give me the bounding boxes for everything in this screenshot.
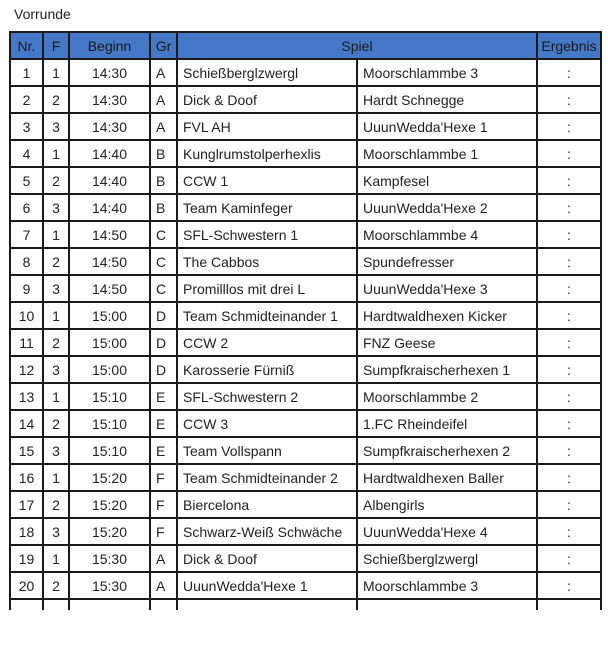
table-row — [10, 194, 601, 221]
header-ergebnis: Ergebnis — [537, 32, 601, 59]
start-time-cell: 14:40 — [69, 140, 150, 167]
row-number-cell: 17 — [10, 491, 43, 518]
team-home-cell: CCW 1 — [177, 167, 357, 194]
team-away-cell: 1.FC Rheindeifel — [357, 410, 537, 437]
team-home-cell: Dick & Doof — [177, 545, 357, 572]
result-cell[interactable]: : — [537, 140, 601, 167]
group-cell: F — [150, 464, 177, 491]
start-time-cell: 15:30 — [69, 545, 150, 572]
table-row — [10, 275, 601, 302]
team-home-cell: Team Kaminfeger — [177, 194, 357, 221]
result-cell[interactable]: : — [537, 221, 601, 248]
group-cell: B — [150, 140, 177, 167]
row-number-cell: 2 — [10, 86, 43, 113]
start-time-cell: 15:00 — [69, 356, 150, 383]
team-away-cell: Moorschlammbe 2 — [357, 383, 537, 410]
start-time-cell: 14:50 — [69, 275, 150, 302]
table-row — [10, 572, 601, 599]
start-time-cell: 15:00 — [69, 329, 150, 356]
team-home-cell: SFL-Schwestern 1 — [177, 221, 357, 248]
group-cell: B — [150, 194, 177, 221]
field-number-cell: 3 — [43, 356, 69, 383]
row-number-cell: 6 — [10, 194, 43, 221]
empty-cell — [177, 599, 357, 610]
field-number-cell: 2 — [43, 410, 69, 437]
result-cell[interactable]: : — [537, 275, 601, 302]
empty-cell — [150, 599, 177, 610]
team-home-cell: Promilllos mit drei L — [177, 275, 357, 302]
team-home-cell: UuunWedda'Hexe 1 — [177, 572, 357, 599]
team-away-cell: Moorschlammbe 3 — [357, 59, 537, 86]
result-cell[interactable]: : — [537, 86, 601, 113]
field-number-cell: 3 — [43, 437, 69, 464]
team-away-cell: Moorschlammbe 1 — [357, 140, 537, 167]
field-number-cell: 2 — [43, 572, 69, 599]
row-number-cell: 9 — [10, 275, 43, 302]
group-cell: E — [150, 383, 177, 410]
row-number-cell: 19 — [10, 545, 43, 572]
table-row — [10, 248, 601, 275]
group-cell: B — [150, 167, 177, 194]
team-home-cell: CCW 2 — [177, 329, 357, 356]
table-row — [10, 59, 601, 86]
team-away-cell: Albengirls — [357, 491, 537, 518]
row-number-cell: 1 — [10, 59, 43, 86]
result-cell[interactable]: : — [537, 464, 601, 491]
team-home-cell: Team Vollspann — [177, 437, 357, 464]
team-home-cell: SFL-Schwestern 2 — [177, 383, 357, 410]
row-number-cell: 16 — [10, 464, 43, 491]
team-away-cell: UuunWedda'Hexe 1 — [357, 113, 537, 140]
row-number-cell: 13 — [10, 383, 43, 410]
field-number-cell: 1 — [43, 140, 69, 167]
group-cell: F — [150, 491, 177, 518]
start-time-cell: 15:10 — [69, 383, 150, 410]
field-number-cell: 3 — [43, 518, 69, 545]
header-nr: Nr. — [10, 32, 43, 59]
group-cell: C — [150, 221, 177, 248]
start-time-cell: 15:20 — [69, 491, 150, 518]
result-cell[interactable]: : — [537, 518, 601, 545]
table-row — [10, 302, 601, 329]
team-away-cell: Hardtwaldhexen Kicker — [357, 302, 537, 329]
field-number-cell: 1 — [43, 221, 69, 248]
group-cell: E — [150, 437, 177, 464]
table-row-partial — [10, 599, 601, 610]
team-away-cell: UuunWedda'Hexe 4 — [357, 518, 537, 545]
team-home-cell: CCW 3 — [177, 410, 357, 437]
section-title: Vorrunde — [14, 6, 71, 22]
result-cell[interactable]: : — [537, 383, 601, 410]
result-cell[interactable]: : — [537, 572, 601, 599]
table-row — [10, 383, 601, 410]
team-home-cell: Schießberglzwergl — [177, 59, 357, 86]
group-cell: A — [150, 545, 177, 572]
table-row — [10, 86, 601, 113]
team-away-cell: Sumpfkraischerhexen 1 — [357, 356, 537, 383]
field-number-cell: 1 — [43, 383, 69, 410]
table-row — [10, 518, 601, 545]
result-cell[interactable]: : — [537, 167, 601, 194]
field-number-cell: 2 — [43, 248, 69, 275]
table-row — [10, 437, 601, 464]
field-number-cell: 2 — [43, 329, 69, 356]
group-cell: C — [150, 248, 177, 275]
row-number-cell: 18 — [10, 518, 43, 545]
team-away-cell: Moorschlammbe 3 — [357, 572, 537, 599]
table-row — [10, 329, 601, 356]
team-home-cell: The Cabbos — [177, 248, 357, 275]
start-time-cell: 15:20 — [69, 518, 150, 545]
start-time-cell: 15:10 — [69, 410, 150, 437]
team-away-cell: Hardtwaldhexen Baller — [357, 464, 537, 491]
empty-cell — [537, 599, 601, 610]
team-away-cell: UuunWedda'Hexe 2 — [357, 194, 537, 221]
team-home-cell: Schwarz-Weiß Schwäche — [177, 518, 357, 545]
field-number-cell: 1 — [43, 59, 69, 86]
table-row — [10, 464, 601, 491]
result-cell[interactable]: : — [537, 437, 601, 464]
result-cell[interactable]: : — [537, 113, 601, 140]
team-home-cell: Karosserie Fürniß — [177, 356, 357, 383]
team-away-cell: Hardt Schnegge — [357, 86, 537, 113]
schedule-table — [9, 31, 602, 610]
start-time-cell: 14:50 — [69, 221, 150, 248]
field-number-cell: 3 — [43, 194, 69, 221]
row-number-cell: 10 — [10, 302, 43, 329]
team-away-cell: Kampfesel — [357, 167, 537, 194]
result-cell[interactable]: : — [537, 356, 601, 383]
result-cell[interactable]: : — [537, 59, 601, 86]
start-time-cell: 14:30 — [69, 113, 150, 140]
row-number-cell: 20 — [10, 572, 43, 599]
field-number-cell: 2 — [43, 86, 69, 113]
start-time-cell: 15:20 — [69, 464, 150, 491]
group-cell: F — [150, 518, 177, 545]
result-cell[interactable]: : — [537, 329, 601, 356]
empty-cell — [10, 599, 43, 610]
empty-cell — [357, 599, 537, 610]
result-cell[interactable]: : — [537, 194, 601, 221]
start-time-cell: 14:50 — [69, 248, 150, 275]
team-away-cell: Moorschlammbe 4 — [357, 221, 537, 248]
group-cell: A — [150, 86, 177, 113]
field-number-cell: 3 — [43, 275, 69, 302]
team-away-cell: Sumpfkraischerhexen 2 — [357, 437, 537, 464]
table-row — [10, 356, 601, 383]
row-number-cell: 12 — [10, 356, 43, 383]
table-row — [10, 221, 601, 248]
row-number-cell: 15 — [10, 437, 43, 464]
table-row — [10, 545, 601, 572]
start-time-cell: 15:00 — [69, 302, 150, 329]
group-cell: A — [150, 59, 177, 86]
group-cell: D — [150, 302, 177, 329]
result-cell[interactable]: : — [537, 248, 601, 275]
field-number-cell: 1 — [43, 464, 69, 491]
team-away-cell: FNZ Geese — [357, 329, 537, 356]
team-home-cell: Dick & Doof — [177, 86, 357, 113]
result-cell[interactable]: : — [537, 545, 601, 572]
header-gr: Gr — [150, 32, 177, 59]
row-number-cell: 3 — [10, 113, 43, 140]
field-number-cell: 1 — [43, 545, 69, 572]
table-row — [10, 491, 601, 518]
start-time-cell: 14:40 — [69, 194, 150, 221]
team-away-cell: Spundefresser — [357, 248, 537, 275]
group-cell: D — [150, 356, 177, 383]
header-f: F — [43, 32, 69, 59]
team-home-cell: Team Schmidteinander 2 — [177, 464, 357, 491]
empty-cell — [43, 599, 69, 610]
empty-cell — [69, 599, 150, 610]
start-time-cell: 14:30 — [69, 59, 150, 86]
table-row — [10, 140, 601, 167]
team-away-cell: UuunWedda'Hexe 3 — [357, 275, 537, 302]
group-cell: E — [150, 410, 177, 437]
row-number-cell: 7 — [10, 221, 43, 248]
start-time-cell: 15:30 — [69, 572, 150, 599]
field-number-cell: 1 — [43, 302, 69, 329]
result-cell[interactable]: : — [537, 302, 601, 329]
row-number-cell: 11 — [10, 329, 43, 356]
row-number-cell: 4 — [10, 140, 43, 167]
field-number-cell: 3 — [43, 113, 69, 140]
header-beginn: Beginn — [69, 32, 150, 59]
team-home-cell: Team Schmidteinander 1 — [177, 302, 357, 329]
row-number-cell: 14 — [10, 410, 43, 437]
row-number-cell: 5 — [10, 167, 43, 194]
group-cell: A — [150, 572, 177, 599]
row-number-cell: 8 — [10, 248, 43, 275]
field-number-cell: 2 — [43, 491, 69, 518]
team-home-cell: Biercelona — [177, 491, 357, 518]
team-home-cell: Kunglrumstolperhexlis — [177, 140, 357, 167]
start-time-cell: 14:30 — [69, 86, 150, 113]
group-cell: D — [150, 329, 177, 356]
group-cell: C — [150, 275, 177, 302]
start-time-cell: 15:10 — [69, 437, 150, 464]
header-row — [10, 32, 601, 59]
result-cell[interactable]: : — [537, 491, 601, 518]
table-row — [10, 113, 601, 140]
team-home-cell: FVL AH — [177, 113, 357, 140]
header-spiel: Spiel — [177, 32, 537, 59]
result-cell[interactable]: : — [537, 410, 601, 437]
start-time-cell: 14:40 — [69, 167, 150, 194]
table-row — [10, 167, 601, 194]
table-row — [10, 410, 601, 437]
field-number-cell: 2 — [43, 167, 69, 194]
group-cell: A — [150, 113, 177, 140]
team-away-cell: Schießberglzwergl — [357, 545, 537, 572]
